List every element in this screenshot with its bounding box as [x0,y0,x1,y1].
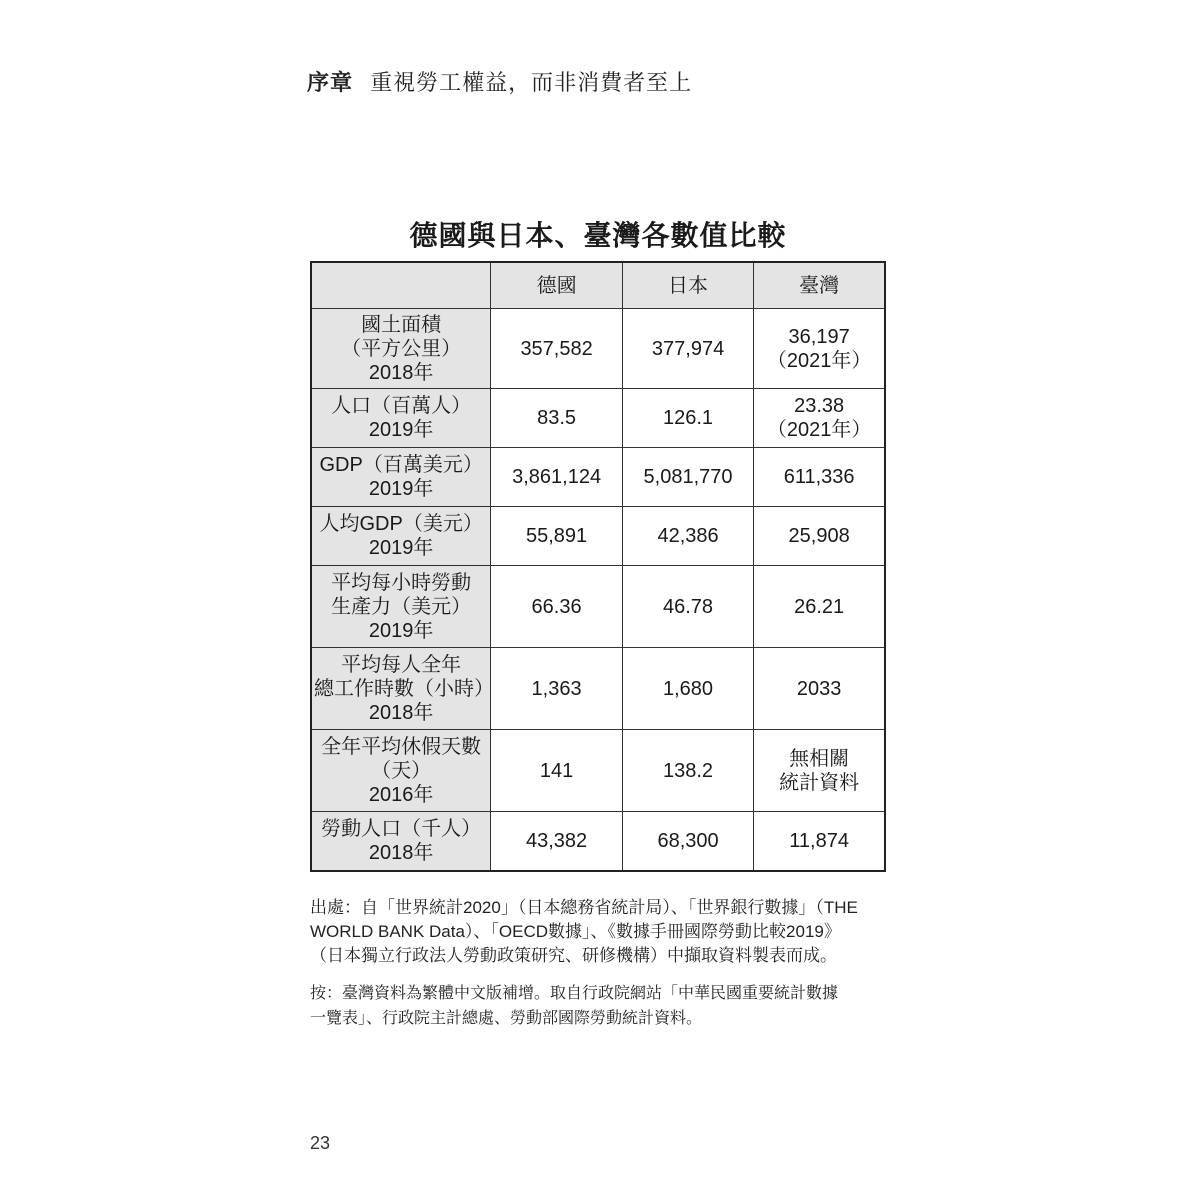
row-label-line: 人均GDP（美元） [319,513,483,535]
cell-germany [491,309,622,389]
row-label-line: 勞動人口（千人） [321,817,482,840]
cell-taiwan [754,812,885,871]
row-label-line: 2018年 [368,361,434,384]
cell-taiwan [754,309,885,389]
row-label-line: （平方公里） [341,337,462,360]
cell-germany-line: 1,363 [531,677,582,700]
table-row [311,730,885,812]
source-line: （日本獨立行政法人勞動政策研究、研修機構）中擷取資料製表而成。 [310,946,837,965]
cell-taiwan-line: 26.21 [794,595,845,618]
cell-taiwan [754,730,885,812]
cell-germany [491,448,622,507]
cell-germany-line: 83.5 [537,407,577,429]
cell-taiwan-line: 統計資料 [779,771,860,794]
cell-germany [491,730,622,812]
row-label-line: 2019年 [368,478,434,500]
table-row [311,566,885,648]
cell-japan-line: 126.1 [663,407,714,429]
running-head [307,66,692,97]
cell-taiwan [754,566,885,648]
cell-japan [622,507,753,566]
corner-cell [311,262,491,309]
source-note [310,896,890,968]
cell-japan [622,309,753,389]
row-label-line: 國土面積 [361,313,442,336]
row-label-line: 2019年 [368,419,434,441]
cell-japan [622,448,753,507]
cell-germany [491,566,622,648]
table-row [311,448,885,507]
table-header-row [311,262,885,309]
cell-japan-line: 5,081,770 [643,466,733,488]
chapter-label: 序章 [307,70,354,95]
row-label-line: （天） [371,759,432,782]
translator-note [310,980,890,1030]
cell-japan [622,566,753,648]
cell-japan-line: 68,300 [657,829,719,852]
row-label [311,448,491,507]
table-row [311,389,885,448]
cell-taiwan [754,389,885,448]
cell-japan [622,812,753,871]
row-label-line: 2016年 [368,783,434,806]
chapter-title: 重視勞工權益，而非消費者至上 [370,70,693,95]
column-header-japan: 日本 [622,262,753,309]
comparison-table [310,261,886,872]
table-row [311,648,885,730]
row-label [311,812,491,871]
cell-germany-line: 66.36 [531,595,582,618]
cell-germany [491,507,622,566]
cell-japan-line: 42,386 [657,525,719,547]
source-line: 出處：自「世界統計2020」（日本總務省統計局）、「世界銀行數據」（THE [310,898,858,917]
cell-taiwan-line: （2021年） [766,349,872,372]
cell-japan-line: 377,974 [651,337,725,360]
row-label-line: 總工作時數（小時） [314,677,494,700]
cell-germany-line: 3,861,124 [512,466,602,488]
cell-germany-line: 357,582 [520,337,593,360]
cell-taiwan [754,648,885,730]
table-row [311,812,885,871]
note-line: 一覽表」、行政院主計總處、勞動部國際勞動統計資料。 [310,1008,703,1027]
column-header-taiwan: 臺灣 [754,262,885,309]
cell-taiwan-line: 36,197 [788,325,850,348]
table-body [311,309,885,871]
cell-germany [491,648,622,730]
cell-taiwan-line: （2021年） [766,419,872,441]
row-label-line: 2018年 [368,701,434,724]
row-label [311,730,491,812]
cell-japan-line: 46.78 [663,595,714,618]
table-title: 德國與日本、臺灣各數值比較 [409,220,787,251]
cell-germany-line: 55,891 [526,525,588,547]
row-label-line: 2018年 [368,841,434,864]
cell-germany-line: 43,382 [526,829,588,852]
cell-taiwan-line: 11,874 [789,829,849,852]
row-label [311,309,491,389]
row-label-line: 生產力（美元） [331,595,472,618]
note-line: 按：臺灣資料為繁體中文版補增。取自行政院網站「中華民國重要統計數據 [310,983,839,1002]
table-row [311,507,885,566]
row-label-line: 全年平均休假天數 [321,735,482,758]
cell-japan [622,389,753,448]
row-label-line: 平均每人全年 [341,653,462,676]
row-label-line: 2019年 [368,537,434,559]
cell-germany-line: 141 [539,759,574,782]
cell-japan-line: 138.2 [663,759,714,782]
cell-japan-line: 1,680 [663,677,714,700]
page-number: 23 [310,1133,331,1153]
cell-germany [491,812,622,871]
cell-taiwan [754,507,885,566]
cell-japan [622,648,753,730]
cell-taiwan-line: 無相關 [789,747,850,770]
table-row [311,309,885,389]
cell-taiwan-line: 611,336 [783,466,855,488]
source-line: WORLD BANK Data）、「OECD數據」、《數據手冊國際勞動比較2019》 [310,922,841,941]
row-label [311,507,491,566]
cell-germany [491,389,622,448]
cell-taiwan [754,448,885,507]
column-header-germany: 德國 [491,262,622,309]
cell-taiwan-line: 23.38 [794,395,845,417]
row-label [311,566,491,648]
row-label [311,389,491,448]
row-label-line: 平均每小時勞動 [331,571,472,594]
row-label-line: 2019年 [368,619,434,642]
row-label-line: 人口（百萬人） [331,395,472,417]
cell-taiwan-line: 2033 [796,677,842,700]
row-label-line: GDP（百萬美元） [319,454,483,476]
row-label [311,648,494,730]
cell-taiwan-line: 25,908 [788,525,850,547]
cell-japan [622,730,753,812]
